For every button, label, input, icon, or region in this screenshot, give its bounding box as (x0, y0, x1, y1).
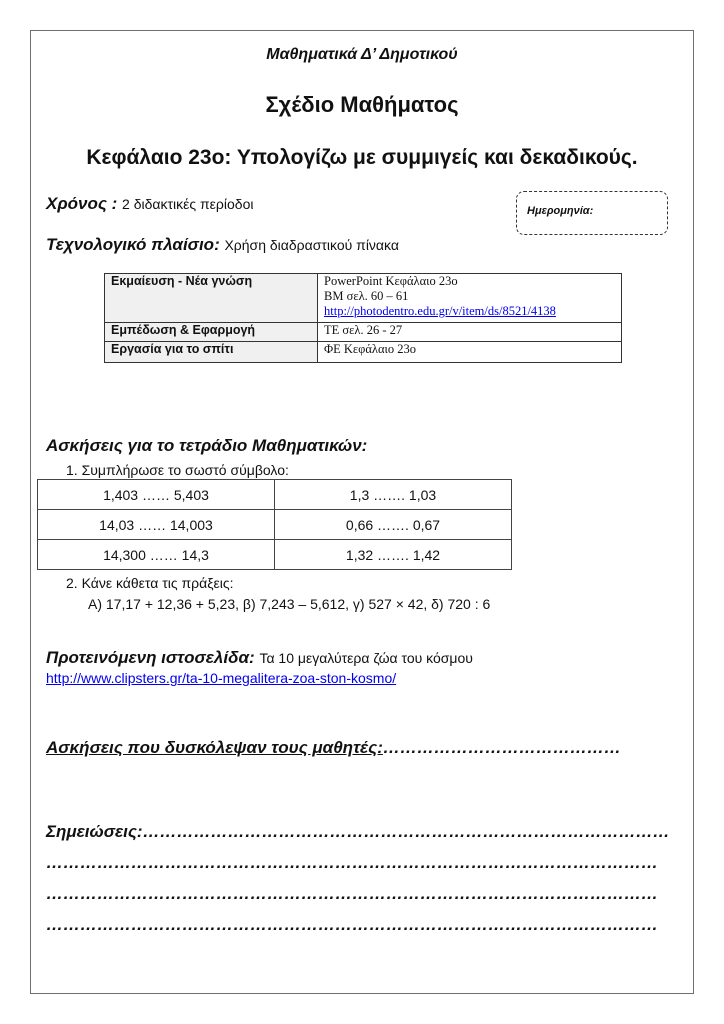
notes-dots-line: ……………………………………………………………………………………………… (46, 915, 658, 934)
notes-label: Σημειώσεις: (46, 822, 143, 841)
tech-row (46, 235, 399, 255)
notes-row (46, 822, 670, 842)
subject-title: Μαθηματικά Δ’ Δημοτικού (266, 46, 458, 63)
time-label: Χρόνος : (46, 194, 118, 213)
table-row (38, 480, 512, 510)
date-label: Ημερομηνία: (527, 205, 594, 217)
plan-title: Σχέδιο Μαθήματος (265, 92, 459, 117)
comparison-cell: 14,300 …… 14,3 (38, 540, 275, 570)
comparison-cell: 1,403 …… 5,403 (38, 480, 275, 510)
difficulties-label: Ασκήσεις που δυσκόλεψαν τους μαθητές: (46, 738, 383, 757)
difficulties-row (46, 738, 621, 758)
website-title: Τα 10 μεγαλύτερα ζώα του κόσμου (259, 650, 473, 666)
website-row (46, 648, 473, 668)
comparison-cell: 1,3 ……. 1,03 (275, 480, 512, 510)
resource-label: Εργασία για το σπίτι (105, 342, 318, 363)
table-row (105, 342, 622, 363)
chapter-title: Κεφάλαιο 23ο: Υπολογίζω με συμμιγείς και δεκαδικούς. (86, 146, 638, 169)
resource-label: Εμπέδωση & Εφαρμογή (105, 323, 318, 342)
comparison-cell: 0,66 ……. 0,67 (275, 510, 512, 540)
tech-value: Χρήση διαδραστικού πίνακα (224, 237, 399, 253)
photodentro-link[interactable]: http://photodentro.edu.gr/v/item/ds/8521/4138 (324, 304, 556, 318)
table-row (105, 323, 622, 342)
comparison-table (37, 479, 512, 570)
tech-label: Τεχνολογικό πλαίσιο: (46, 235, 220, 254)
resource-line: ΦΕ Κεφάλαιο 23ο (318, 342, 622, 363)
exercise-2: 2. Κάνε κάθετα τις πράξεις: (66, 575, 234, 591)
resource-info (318, 274, 622, 323)
notes-dots-line: ……………………………………………………………………………………………… (46, 884, 658, 903)
time-value: 2 διδακτικές περίοδοι (122, 196, 254, 212)
comparison-cell: 14,03 …… 14,003 (38, 510, 275, 540)
website-link[interactable]: http://www.clipsters.gr/ta-10-megalitera-zoa-ston-kosmo/ (46, 670, 397, 686)
resource-line: ΒΜ σελ. 60 – 61 (324, 289, 409, 303)
table-row (38, 540, 512, 570)
time-row (46, 194, 253, 214)
exercises-heading: Ασκήσεις για το τετράδιο Μαθηματικών: (46, 436, 368, 455)
exercise-2-detail: Α) 17,17 + 12,36 + 5,23, β) 7,243 – 5,612, γ) 527 × 42, δ) 720 : 6 (88, 596, 491, 612)
notes-dots-line: ……………………………………………………………………………………………… (46, 853, 658, 872)
date-box (516, 191, 668, 235)
table-row (105, 274, 622, 323)
resource-line: ΤΕ σελ. 26 - 27 (318, 323, 622, 342)
comparison-cell: 1,32 ……. 1,42 (275, 540, 512, 570)
difficulties-dots: …………………………………… (382, 738, 621, 757)
exercise-1: 1. Συμπλήρωσε το σωστό σύμβολο: (66, 462, 289, 478)
resource-label: Εκμαίευση - Νέα γνώση (105, 274, 318, 323)
table-row (38, 510, 512, 540)
resources-table (104, 273, 622, 363)
notes-dots: ………………………………………………………………………………… (142, 822, 670, 841)
resource-line: PowerPoint Κεφάλαιο 23ο (324, 274, 458, 288)
website-label: Προτεινόμενη ιστοσελίδα: (46, 648, 255, 667)
